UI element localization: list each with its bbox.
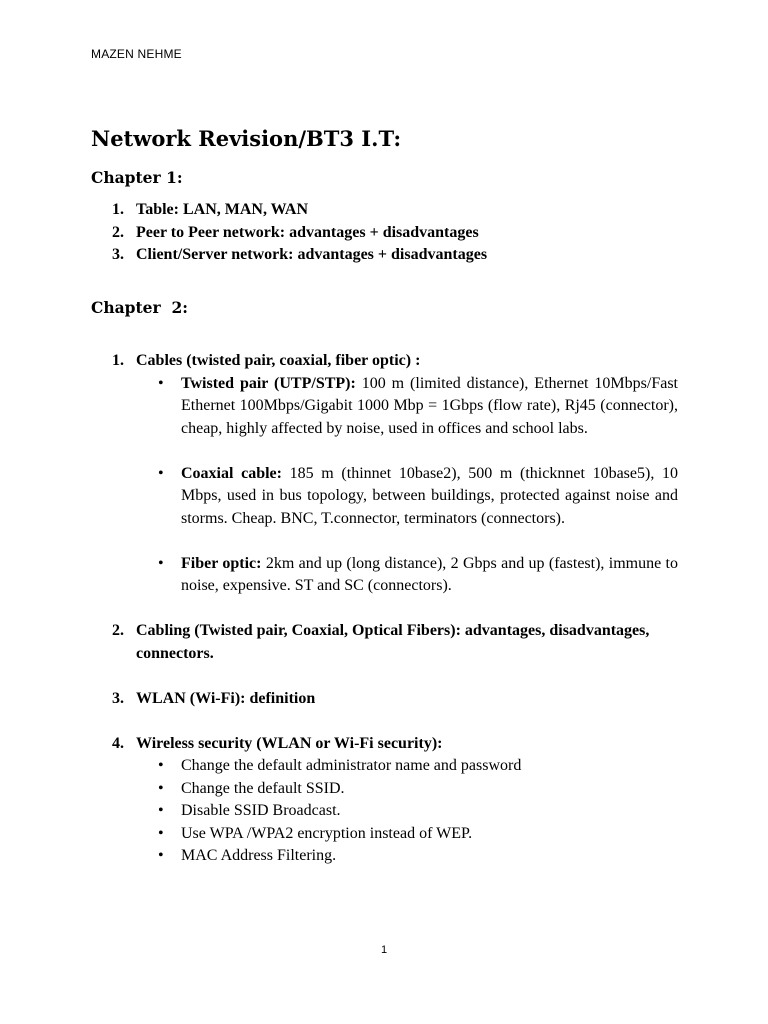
list-item	[0, 620, 768, 665]
item-text: Wireless security (WLAN or Wi-Fi security):	[136, 734, 443, 752]
author-header: MAZEN NEHME	[91, 47, 182, 61]
bullet-icon: •	[158, 779, 164, 797]
chapter-1-heading: Chapter 1:	[91, 168, 183, 187]
bullet-text: Disable SSID Broadcast.	[181, 802, 341, 819]
bullet-item	[0, 463, 768, 531]
item-number: 3.	[112, 246, 124, 263]
list-item	[0, 222, 768, 245]
list-item	[0, 244, 768, 267]
bullet-label: Fiber optic:	[181, 554, 262, 572]
spacer	[0, 710, 768, 733]
spacer	[0, 598, 768, 621]
bullet-item	[0, 823, 768, 846]
item-number: 1.	[112, 201, 124, 218]
cable-bullet-list	[0, 373, 768, 598]
bullet-item	[0, 778, 768, 801]
list-item	[0, 199, 768, 222]
bullet-text: Change the default SSID.	[181, 779, 345, 797]
spacer	[0, 665, 768, 688]
list-item	[0, 688, 768, 711]
bullet-item	[0, 553, 768, 598]
item-text: Peer to Peer network: advantages + disadvantages	[136, 223, 479, 241]
item-number: 3.	[112, 689, 124, 707]
item-number: 2.	[112, 622, 124, 639]
bullet-icon: •	[158, 374, 164, 392]
bullet-icon: •	[158, 802, 164, 819]
bullet-text: 2km and up (long distance), 2 Gbps and up (fastest), immune to noise, expensive. ST and SC (connectors).	[181, 554, 678, 594]
list-item	[0, 733, 768, 868]
document-title: Network Revision/BT3 I.T:	[91, 126, 402, 151]
page-number: 1	[380, 944, 388, 956]
item-number: 4.	[112, 734, 124, 752]
item-number: 2.	[112, 223, 124, 241]
wireless-security-bullet-list	[0, 755, 768, 868]
bullet-text: Change the default administrator name and password	[181, 757, 522, 774]
bullet-item	[0, 373, 768, 441]
spacer	[0, 440, 768, 463]
item-text: Client/Server network: advantages + disadvantages	[136, 246, 488, 263]
bullet-item	[0, 755, 768, 778]
bullet-icon: •	[158, 464, 164, 482]
bullet-icon: •	[158, 824, 164, 842]
bullet-icon: •	[158, 847, 164, 864]
bullet-icon: •	[158, 554, 164, 572]
bullet-text: 100 m (limited distance), Ethernet 10Mbps/Fast Ethernet 100Mbps/Gigabit 1000 Mbp = 1Gbps (flow rate), Rj45 (connector), cheap, highly affected by noise, used in offices and school labs.	[181, 374, 678, 437]
bullet-item	[0, 800, 768, 823]
bullet-label: Twisted pair (UTP/STP):	[181, 374, 356, 392]
bullet-text: MAC Address Filtering.	[181, 847, 337, 864]
chapter-1-list	[0, 199, 768, 267]
chapter-2-list	[0, 350, 768, 868]
chapter-2-heading: Chapter 2:	[91, 298, 188, 317]
bullet-item	[0, 845, 768, 868]
spacer	[0, 530, 768, 553]
bullet-label: Coaxial cable:	[181, 464, 282, 482]
item-text: Table: LAN, MAN, WAN	[136, 201, 309, 218]
list-item	[0, 350, 768, 598]
item-text: Cables (twisted pair, coaxial, fiber optic) :	[136, 352, 421, 369]
item-number: 1.	[112, 352, 124, 369]
item-text: Cabling (Twisted pair, Coaxial, Optical Fibers): advantages, disadvantages, connectors.	[136, 622, 650, 662]
bullet-text: Use WPA /WPA2 encryption instead of WEP.	[181, 824, 473, 842]
item-text: WLAN (Wi-Fi): definition	[136, 689, 316, 707]
bullet-text: 185 m (thinnet 10base2), 500 m (thicknnet 10base5), 10 Mbps, used in bus topology, between buildings, protected against noise and storms. Cheap. BNC, T.connector, terminators (connectors).	[181, 464, 678, 527]
bullet-icon: •	[158, 757, 164, 774]
